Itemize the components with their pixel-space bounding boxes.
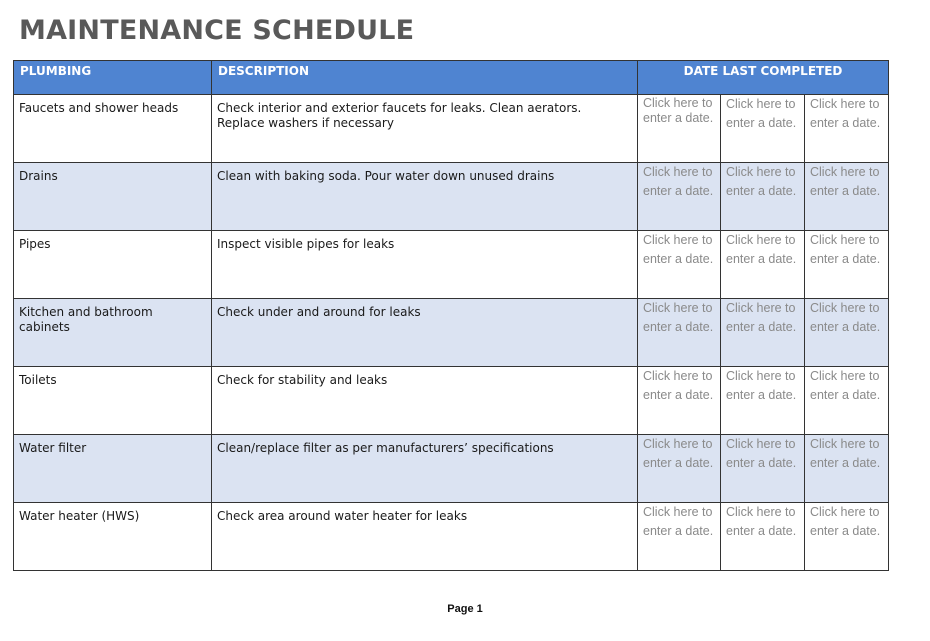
date-field[interactable]: Click here to enter a date. (638, 231, 721, 299)
date-field[interactable]: Click here to enter a date. (805, 95, 889, 163)
date-field[interactable]: Click here to enter a date. (721, 503, 805, 571)
date-field[interactable]: Click here to enter a date. (638, 435, 721, 503)
item-cell: Kitchen and bathroom cabinets (14, 299, 212, 367)
header-category: PLUMBING (14, 61, 212, 95)
description-cell: Check under and around for leaks (212, 299, 638, 367)
table-header-row (14, 61, 889, 95)
date-field[interactable]: Click here to enter a date. (721, 163, 805, 231)
item-cell: Pipes (14, 231, 212, 299)
description-cell: Inspect visible pipes for leaks (212, 231, 638, 299)
date-field[interactable]: Click here to enter a date. (805, 299, 889, 367)
description-cell: Check for stability and leaks (212, 367, 638, 435)
item-cell: Faucets and shower heads (14, 95, 212, 163)
date-field[interactable]: Click here to enter a date. (721, 231, 805, 299)
table-row (14, 231, 889, 299)
date-field[interactable]: Click here to enter a date. (805, 367, 889, 435)
item-cell: Water heater (HWS) (14, 503, 212, 571)
maintenance-table (13, 60, 889, 571)
description-cell: Clean with baking soda. Pour water down unused drains (212, 163, 638, 231)
table-row (14, 435, 889, 503)
date-field[interactable]: Click here to enter a date. (638, 163, 721, 231)
description-cell: Check interior and exterior faucets for leaks. Clean aerators. Replace washers if necessary (212, 95, 638, 163)
date-field[interactable]: Click here to enter a date. (721, 435, 805, 503)
date-field[interactable]: Click here to enter a date. (721, 95, 805, 163)
date-field[interactable]: Click here to enter a date. (805, 163, 889, 231)
table-row (14, 95, 889, 163)
date-field[interactable]: Click here to enter a date. (805, 435, 889, 503)
description-cell: Clean/replace filter as per manufacturers’ specifications (212, 435, 638, 503)
table-row (14, 503, 889, 571)
table-row (14, 299, 889, 367)
date-field[interactable]: Click here to enter a date. (721, 367, 805, 435)
date-field[interactable]: Click here to enter a date. (805, 503, 889, 571)
date-field[interactable]: Click here to enter a date. (805, 231, 889, 299)
date-field[interactable]: Click here to enter a date. (638, 299, 721, 367)
date-field[interactable]: Click here to enter a date. (638, 367, 721, 435)
date-field[interactable]: Click here to enter a date. (638, 503, 721, 571)
description-cell: Check area around water heater for leaks (212, 503, 638, 571)
item-cell: Drains (14, 163, 212, 231)
header-date-last-completed: DATE LAST COMPLETED (638, 61, 889, 95)
date-field[interactable]: Click here to enter a date. (638, 95, 721, 163)
table-row (14, 163, 889, 231)
table-row (14, 367, 889, 435)
item-cell: Toilets (14, 367, 212, 435)
date-field[interactable]: Click here to enter a date. (721, 299, 805, 367)
header-description: DESCRIPTION (212, 61, 638, 95)
document-title: MAINTENANCE SCHEDULE (19, 15, 415, 46)
page-number: Page 1 (447, 603, 483, 615)
item-cell: Water filter (14, 435, 212, 503)
